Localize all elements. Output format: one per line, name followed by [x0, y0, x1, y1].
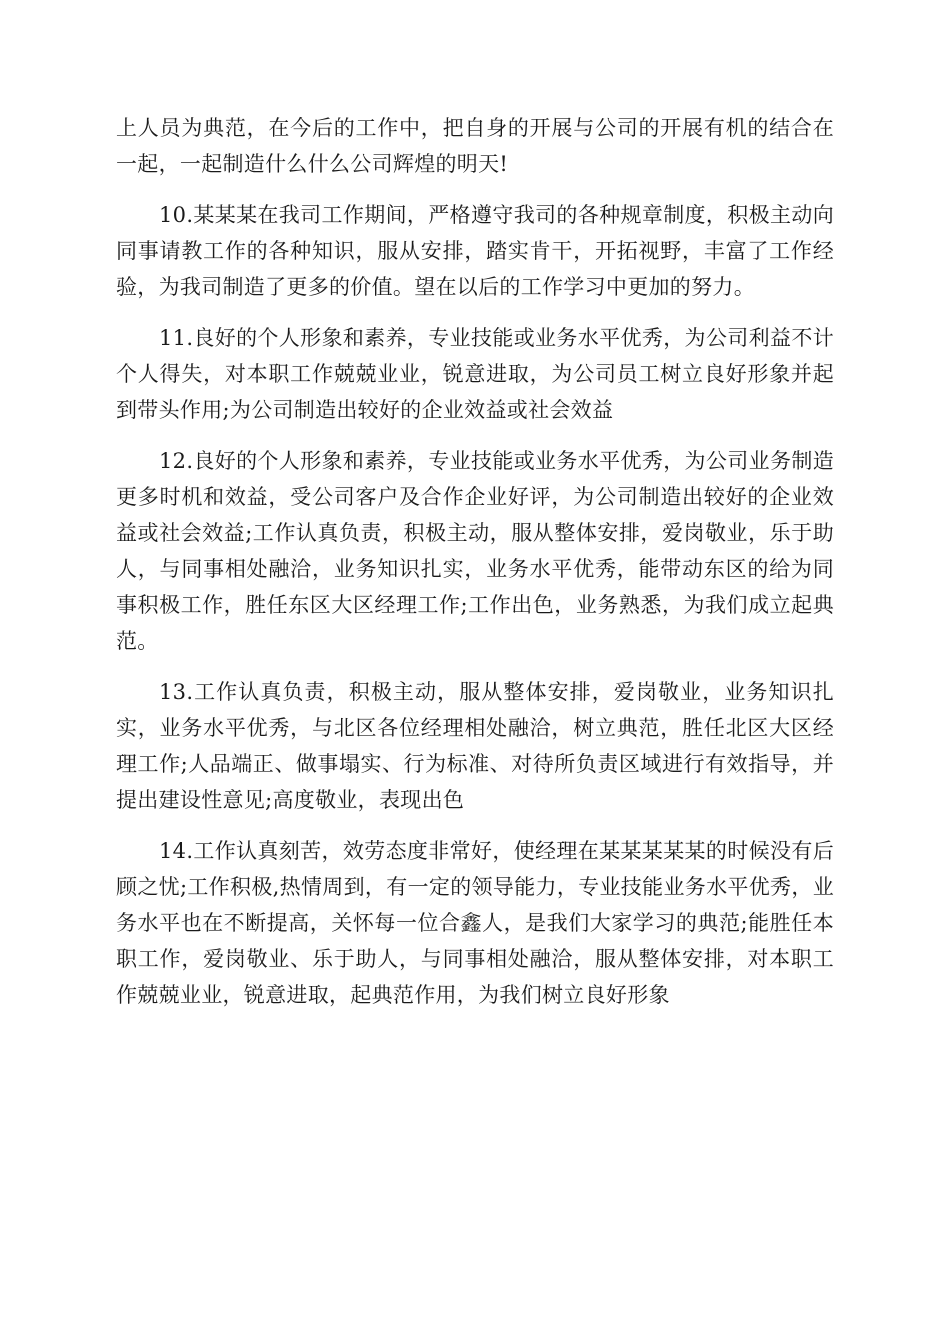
paragraph-item-12: 12.良好的个人形象和素养，专业技能或业务水平优秀，为公司业务制造更多时机和效益，受公司客户及合作企业好评，为公司制造出较好的企业效益或社会效益;工作认真负责，积极主动，服从整体安排，爱岗敬业，乐于助人，与同事相处融洽，业务知识扎实，业务水平优秀，能带动东区的给为同事积极工作，胜任东区大区经理工作;工作出色，业务熟悉，为我们成立起典范。: [116, 449, 834, 653]
paragraph-item-13: 13.工作认真负责，积极主动，服从整体安排，爱岗敬业，业务知识扎实，业务水平优秀，与北区各位经理相处融洽，树立典范，胜任北区大区经理工作;人品端正、做事塌实、行为标准、对待所负责区域进行有效指导，并提出建设性意见;高度敬业，表现出色: [116, 680, 834, 812]
paragraph-item-10: 10.某某某在我司工作期间，严格遵守我司的各种规章制度，积极主动向同事请教工作的各种知识，服从安排，踏实肯干，开拓视野，丰富了工作经验，为我司制造了更多的价值。望在以后的工作学习中更加的努力。: [116, 203, 834, 299]
paragraph-continuation: 上人员为典范，在今后的工作中，把自身的开展与公司的开展有机的结合在一起，一起制造什么什么公司辉煌的明天!: [116, 116, 834, 176]
paragraph-item-14: 14.工作认真刻苦，效劳态度非常好，使经理在某某某某某的时候没有后顾之忧;工作积极,热情周到，有一定的领导能力，专业技能业务水平优秀，业务水平也在不断提高，关怀每一位合鑫人，是我们大家学习的典范;能胜任本职工作，爱岗敬业、乐于助人，与同事相处融洽，服从整体安排，对本职工作兢兢业业，锐意进取，起典范作用，为我们树立良好形象: [116, 839, 834, 1007]
document-body: [116, 110, 834, 1028]
paragraph-item-11: 11.良好的个人形象和素养，专业技能或业务水平优秀，为公司利益不计个人得失，对本职工作兢兢业业，锐意进取，为公司员工树立良好形象并起到带头作用;为公司制造出较好的企业效益或社会效益: [116, 326, 834, 422]
